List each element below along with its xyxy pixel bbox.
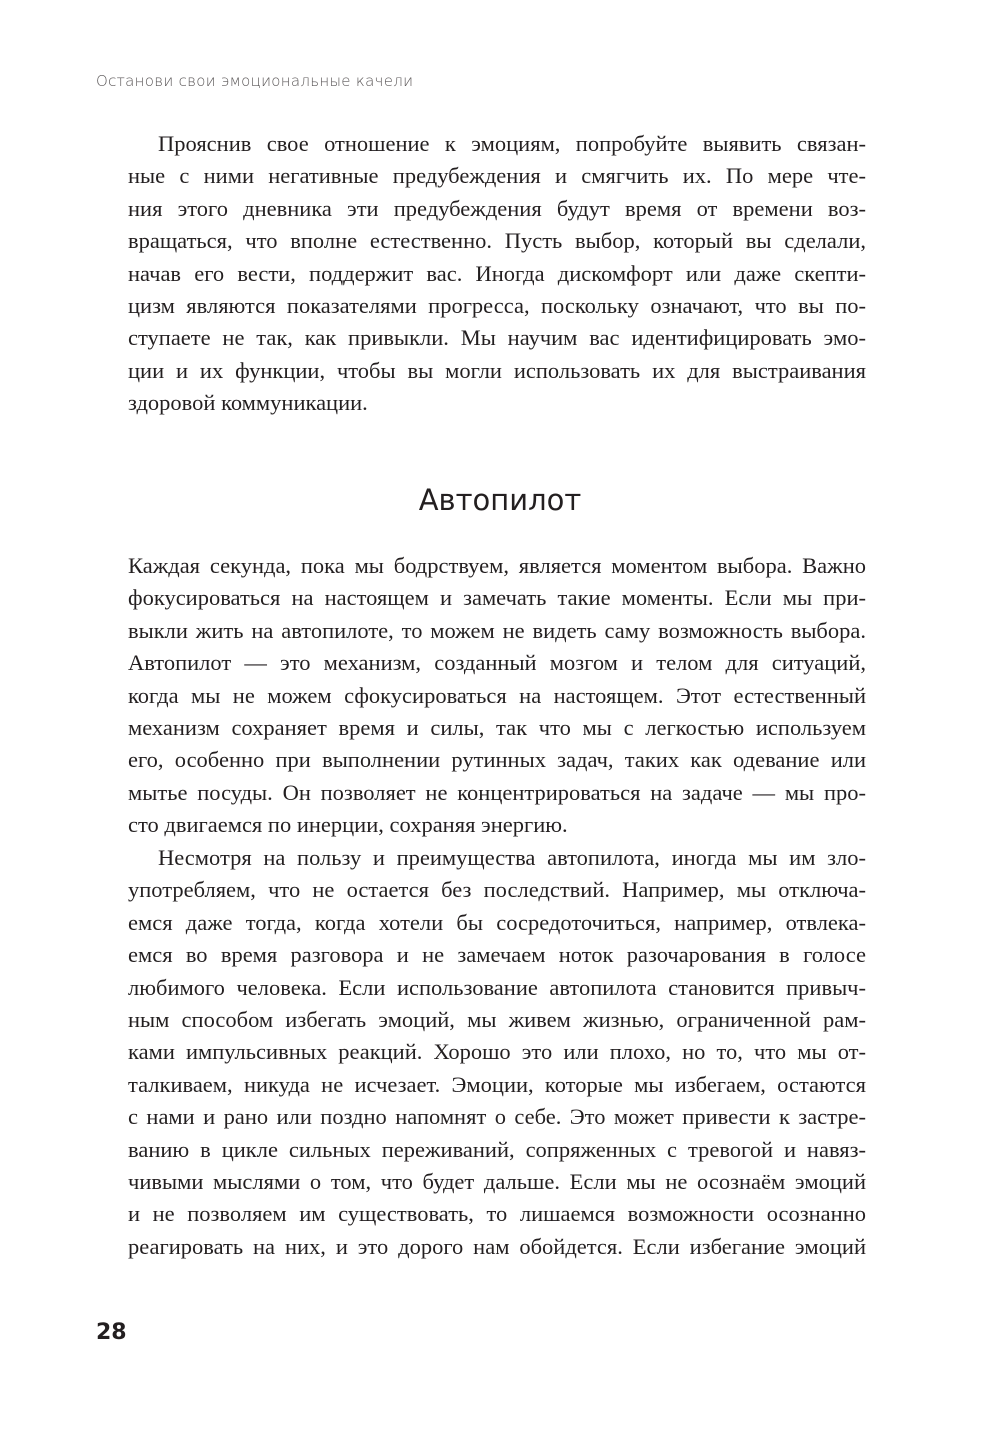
body-paragraph-2 — [128, 842, 866, 1263]
text-line: Прояснив свое отношение к эмоциям, попробуйте выявить связан- — [158, 131, 866, 156]
text-line: Автопилот — это механизм, созданный мозгом и телом для ситуаций, — [128, 650, 866, 676]
text-line: выкли жить на автопилоте, то можем не видеть саму возможность выбора. — [128, 617, 866, 643]
text-line: емся во время разговора и не замечаем ноток разочарования в голосе — [128, 942, 866, 968]
text-line: с нами и рано или поздно напомнят о себе. Это может привести к застре- — [128, 1104, 866, 1130]
text-line: употребляем, что не остается без последствий. Например, мы отключа- — [128, 877, 866, 903]
section-heading: Автопилот — [418, 483, 582, 517]
text-line: ции и их функции, чтобы вы могли использовать их для выстраивания — [128, 357, 866, 383]
text-line: ния этого дневника эти предубеждения будут время от времени воз- — [128, 195, 866, 221]
intro-paragraph — [128, 128, 866, 420]
running-head: Останови свои эмоциональные качели — [96, 72, 414, 90]
text-line: талкиваем, никуда не исчезает. Эмоции, которые мы избегаем, остаются — [128, 1071, 866, 1097]
text-line: чивыми мыслями о том, что будет дальше. Если мы не осознаём эмоций — [128, 1168, 866, 1194]
text-line: Каждая секунда, пока мы бодрствуем, является моментом выбора. Важно — [128, 553, 866, 578]
text-line: и не позволяем им существовать, то лишаемся возможности осознанно — [128, 1201, 866, 1227]
text-line: емся даже тогда, когда хотели бы сосредоточиться, например, отвлека- — [128, 909, 866, 935]
text-line: ные с ними негативные предубеждения и смягчить их. По мере чте- — [128, 163, 866, 189]
text-line: любимого человека. Если использование автопилота становится привыч- — [128, 974, 866, 1000]
text-line: фокусироваться на настоящем и замечать такие моменты. Если мы при- — [128, 585, 866, 611]
text-line: ками импульсивных реакций. Хорошо это или плохо, но то, что мы от- — [128, 1039, 866, 1065]
text-line: механизм сохраняет время и силы, так что мы с легкостью используем — [128, 714, 866, 740]
text-line: сто двигаемся по инерции, сохраняя энергию. — [128, 812, 568, 838]
text-line: когда мы не можем сфокусироваться на настоящем. Этот естественный — [128, 682, 866, 708]
text-line: ванию в цикле сильных переживаний, сопряженных с тревогой и навяз- — [128, 1136, 866, 1162]
text-line: вращаться, что вполне естественно. Пусть выбор, который вы сделали, — [128, 228, 866, 254]
text-line: мытье посуды. Он позволяет не концентрироваться на задаче — мы про- — [128, 779, 866, 805]
text-line: ступаете не так, как привыкли. Мы научим вас идентифицировать эмо- — [128, 325, 866, 351]
text-line: здоровой коммуникации. — [128, 390, 368, 416]
text-line: его, особенно при выполнении рутинных задач, таких как одевание или — [128, 747, 866, 773]
text-line: реагировать на них, и это дорого нам обойдется. Если избегание эмоций — [128, 1233, 866, 1259]
page-number: 28 — [96, 1320, 127, 1345]
body-paragraph-1 — [128, 550, 866, 842]
text-line: ным способом избегать эмоций, мы живем жизнью, ограниченной рам- — [128, 1006, 866, 1032]
text-line: начав его вести, поддержит вас. Иногда дискомфорт или даже скепти- — [128, 260, 866, 286]
text-line: Несмотря на пользу и преимущества автопилота, иногда мы им зло- — [158, 845, 866, 870]
text-line: цизм являются показателями прогресса, поскольку означают, что вы по- — [128, 292, 866, 318]
